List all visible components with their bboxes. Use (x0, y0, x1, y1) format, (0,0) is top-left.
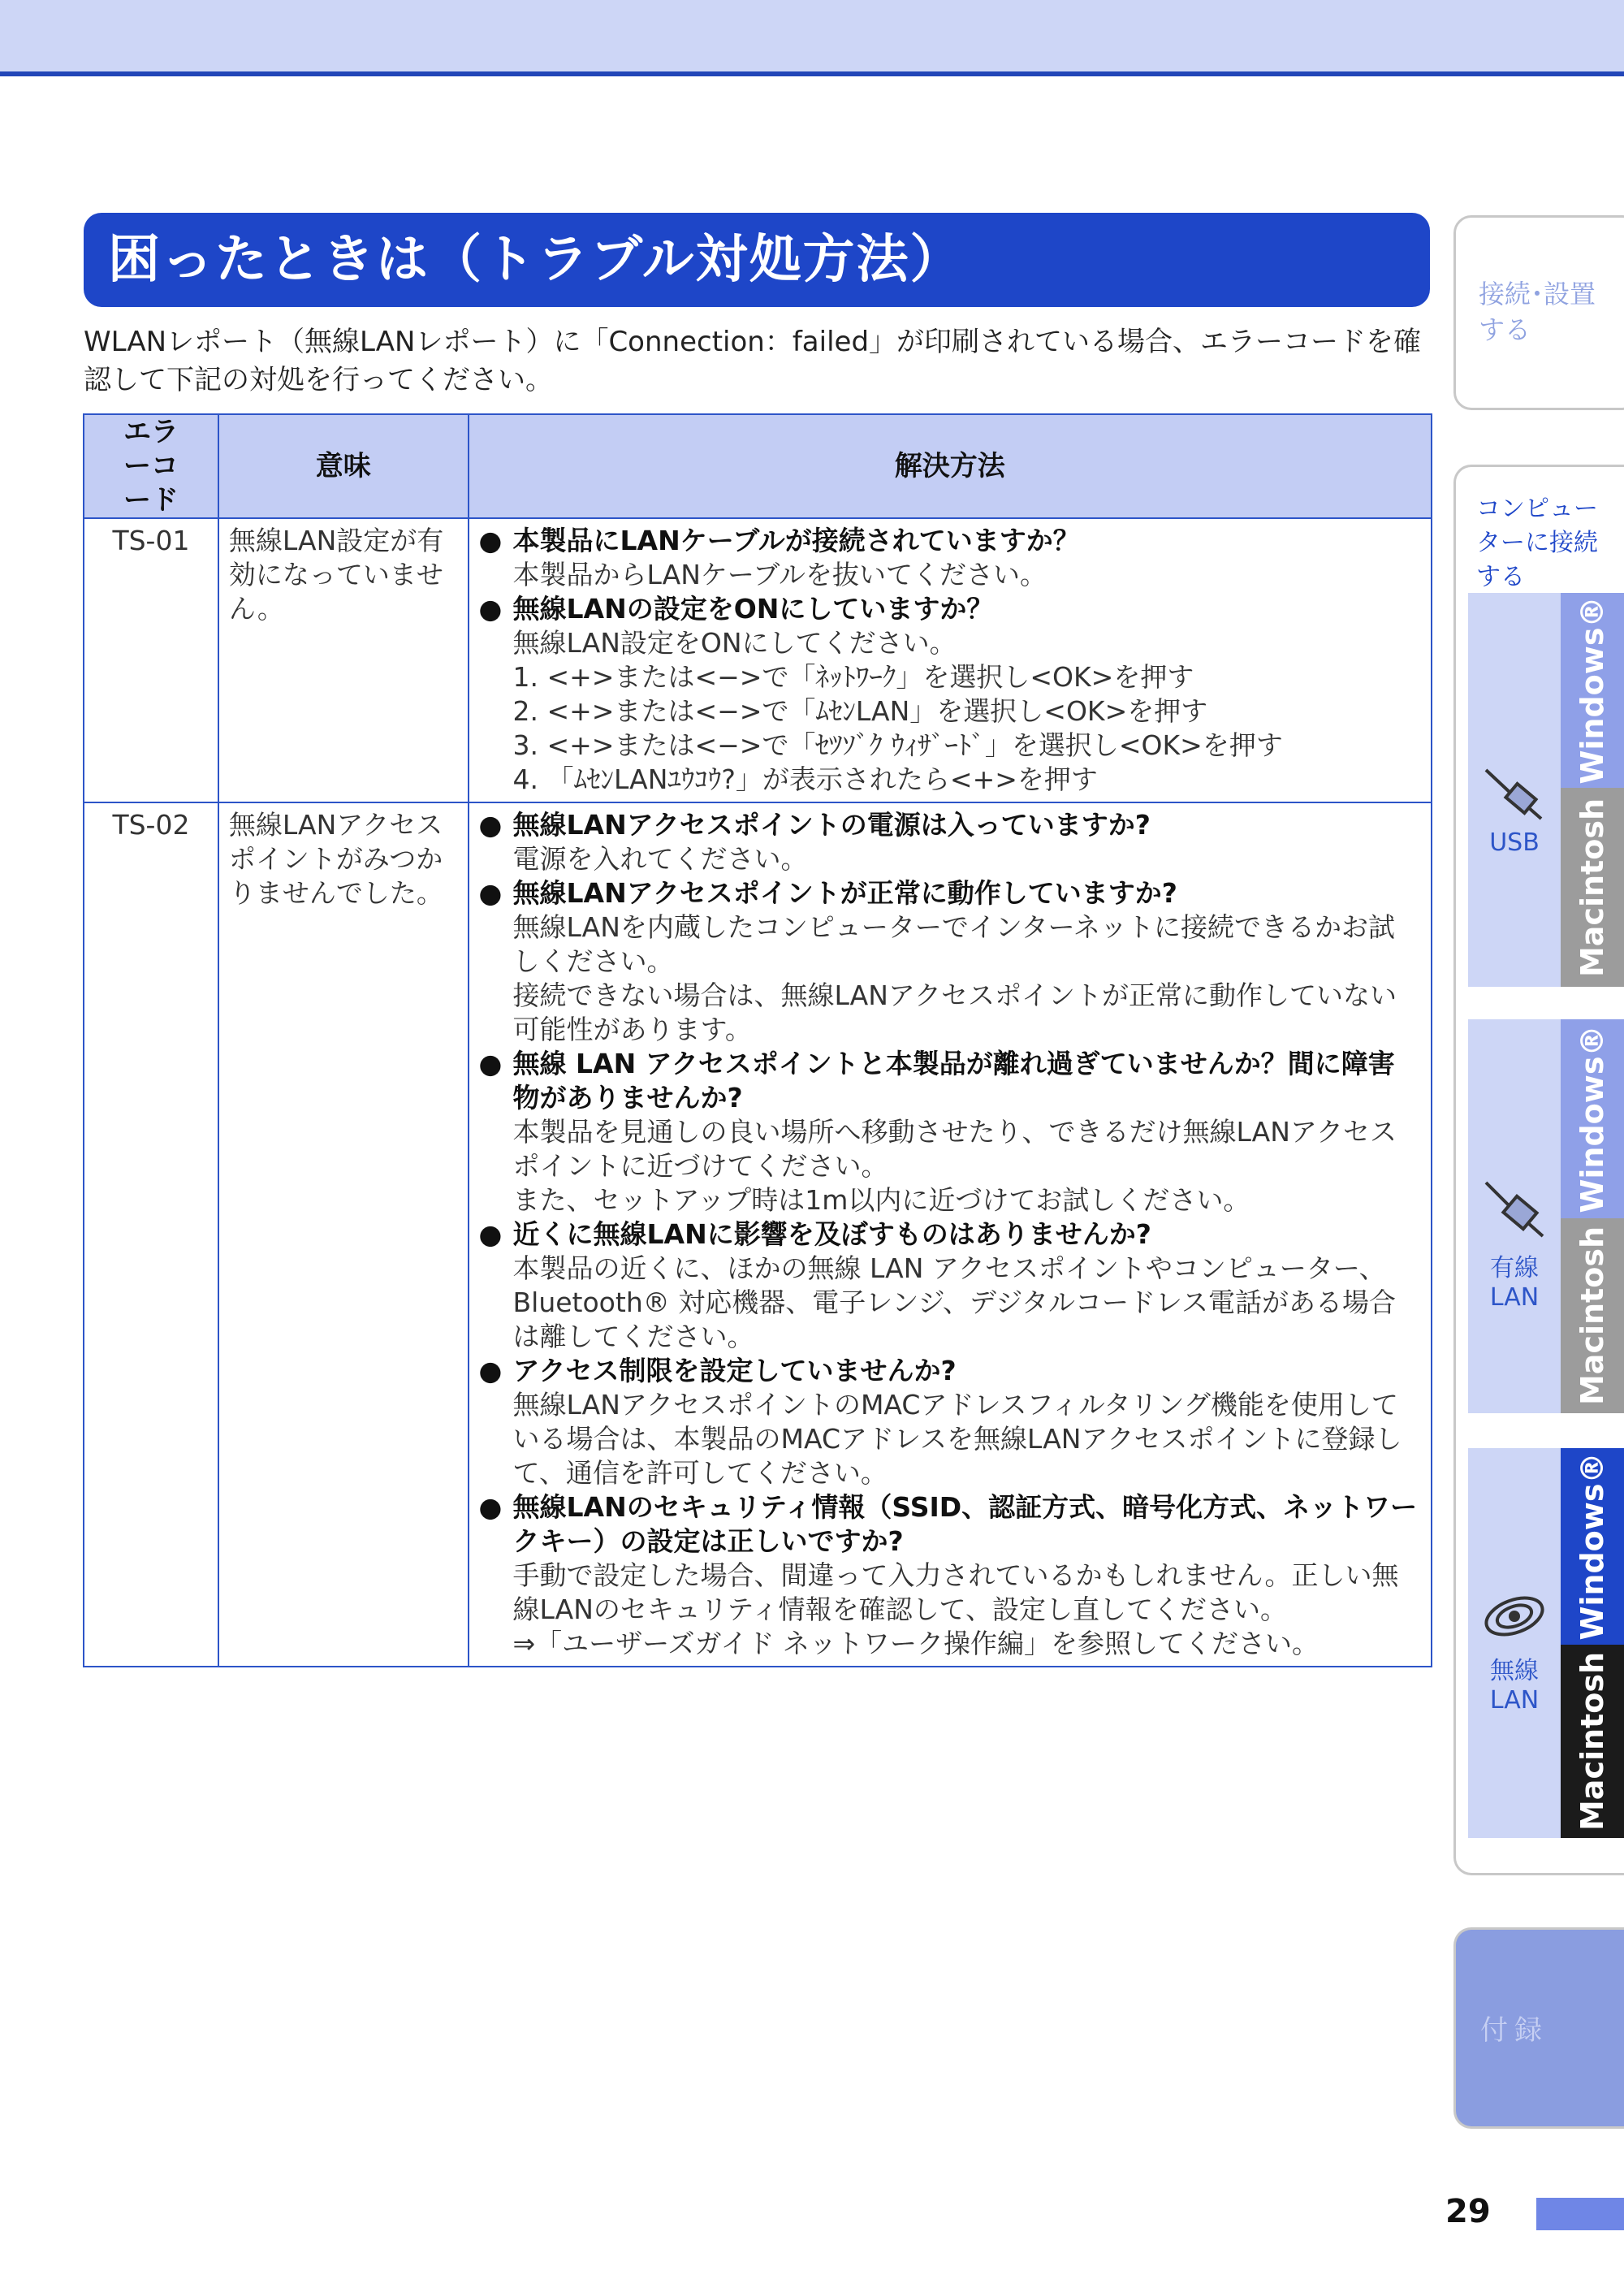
solution-cell (469, 518, 1432, 802)
tab-wireless-macintosh[interactable]: Macintosh (1561, 1645, 1624, 1838)
answer-text: ⇒「ユーザーズガイド ネットワーク操作編」を参照してください。 (512, 1628, 1320, 1659)
header-code: エラーコード (84, 414, 218, 518)
error-code-cell: TS-02 (84, 802, 218, 1667)
question-item: ● 本製品にLANケーブルが接続されていますか？ (479, 524, 1421, 558)
solution-cell (469, 802, 1432, 1667)
meaning-cell: 無線LAN設定が有効になっていません。 (218, 518, 469, 802)
tab-connect-label: 接続･設置する (1479, 279, 1596, 345)
ethernet-plug-icon (1479, 1170, 1549, 1239)
answer-text: 接続できない場合は、無線LANアクセスポイントが正常に動作していない可能性があります。 (512, 980, 1397, 1045)
tab-wireless-windows[interactable]: Windows® (1561, 1448, 1624, 1645)
wireless-icon (1479, 1592, 1549, 1641)
answer-text: 1. <+>または<−>で「ﾈｯﾄﾜｰｸ」を選択し<OK>を押す (512, 661, 1194, 693)
answer-text: 4. 「ﾑｾﾝLANﾕｳｺｳ?」が表示されたら<+>を押す (512, 763, 1098, 795)
error-code-cell: TS-01 (84, 518, 218, 802)
tab-group-title: コンピューターに接続する (1476, 495, 1598, 591)
page-number-bar (1536, 2198, 1624, 2230)
usb-label: USB (1489, 828, 1540, 857)
usb-plug-icon (1479, 754, 1549, 824)
top-rule (0, 71, 1624, 76)
wireless-lan-label: 無線LAN (1489, 1657, 1540, 1715)
answer-text: 無線LANアクセスポイントのMACアドレスフィルタリング機能を使用している場合は、本製品のMACアドレスを無線LANアクセスポイントに登録して、通信を許可してください。 (512, 1389, 1402, 1489)
question-item: ● 近くに無線LANに影響を及ぼすものはありませんか? (479, 1217, 1421, 1252)
question-item: ● 無線LANのセキュリティ情報（SSID、認証方式、暗号化方式、ネットワークキー）の設定は正しいですか? (479, 1490, 1421, 1559)
wired-lan-label: 有線LAN (1489, 1254, 1540, 1312)
answer-text: 2. <+>または<−>で「ﾑｾﾝLAN」を選択し<OK>を押す (512, 695, 1208, 727)
answer-text: 無線LAN設定をONにしてください。 (512, 627, 957, 659)
answer-text: 電源を入れてください。 (512, 843, 808, 875)
answer-text: 無線LANを内蔵したコンピューターでインターネットに接続できるかお試しください。 (512, 911, 1395, 977)
intro-text: WLANレポート（無線LANレポート）に「Connection：failed」が印刷されている場合、エラーコードを確認して下記の対処を行ってください。 (84, 326, 1422, 396)
tab-wired-macintosh[interactable]: Macintosh (1561, 1218, 1624, 1413)
question-item: ● アクセス制限を設定していませんか? (479, 1354, 1421, 1388)
table-row (84, 802, 1432, 1667)
tab-usb-windows[interactable]: Windows® (1561, 593, 1624, 788)
answer-text: また、セットアップ時は1m以内に近づけてお試しください。 (512, 1184, 1250, 1216)
meaning-cell: 無線LANアクセスポイントがみつかりませんでした。 (218, 802, 469, 1667)
question-item: ● 無線LANアクセスポイントの電源は入っていますか? (479, 808, 1421, 842)
question-item: ● 無線LANの設定をONにしていますか？ (479, 592, 1421, 626)
question-item: ● 無線LANアクセスポイントが正常に動作していますか? (479, 876, 1421, 910)
tab-appendix-label: 付録 (1480, 2014, 1548, 2047)
answer-text: 本製品を見通しの良い場所へ移動させたり、できるだけ無線LANアクセスポイントに近づけてください。 (512, 1116, 1397, 1182)
tab-wired-windows[interactable]: Windows® (1561, 1019, 1624, 1218)
answer-text: 手動で設定した場合、間違って入力されているかもしれません。正しい無線LANのセキュリティ情報を確認して、設定し直してください。 (512, 1559, 1399, 1625)
question-item: ● 無線 LAN アクセスポイントと本製品が離れ過ぎていませんか？間に障害物がありませんか? (479, 1047, 1421, 1115)
answer-text: 3. <+>または<−>で「ｾﾂｿﾞｸ ｳｨｻﾞｰﾄﾞ」を選択し<OK>を押す (512, 729, 1283, 761)
error-table (83, 413, 1432, 1667)
tab-connect-install[interactable] (1453, 215, 1624, 410)
answer-text: 本製品の近くに、ほかの無線 LAN アクセスポイントやコンピューター、Bluetooth® 対応機器、電子レンジ、デジタルコードレス電話がある場合は離してください。 (512, 1252, 1396, 1352)
tab-appendix[interactable] (1453, 1927, 1624, 2129)
table-row (84, 518, 1432, 802)
top-band (0, 0, 1624, 71)
wireless-section-bg (1468, 1448, 1561, 1838)
page-title: 困ったときは（トラブル対処方法） (84, 213, 1430, 307)
tab-usb-macintosh[interactable]: Macintosh (1561, 788, 1624, 987)
page-number: 29 (1445, 2193, 1491, 2230)
table-header-row (84, 414, 1432, 518)
header-solution: 解決方法 (469, 414, 1432, 518)
header-meaning: 意味 (218, 414, 469, 518)
answer-text: 本製品からLANケーブルを抜いてください。 (512, 559, 1047, 590)
